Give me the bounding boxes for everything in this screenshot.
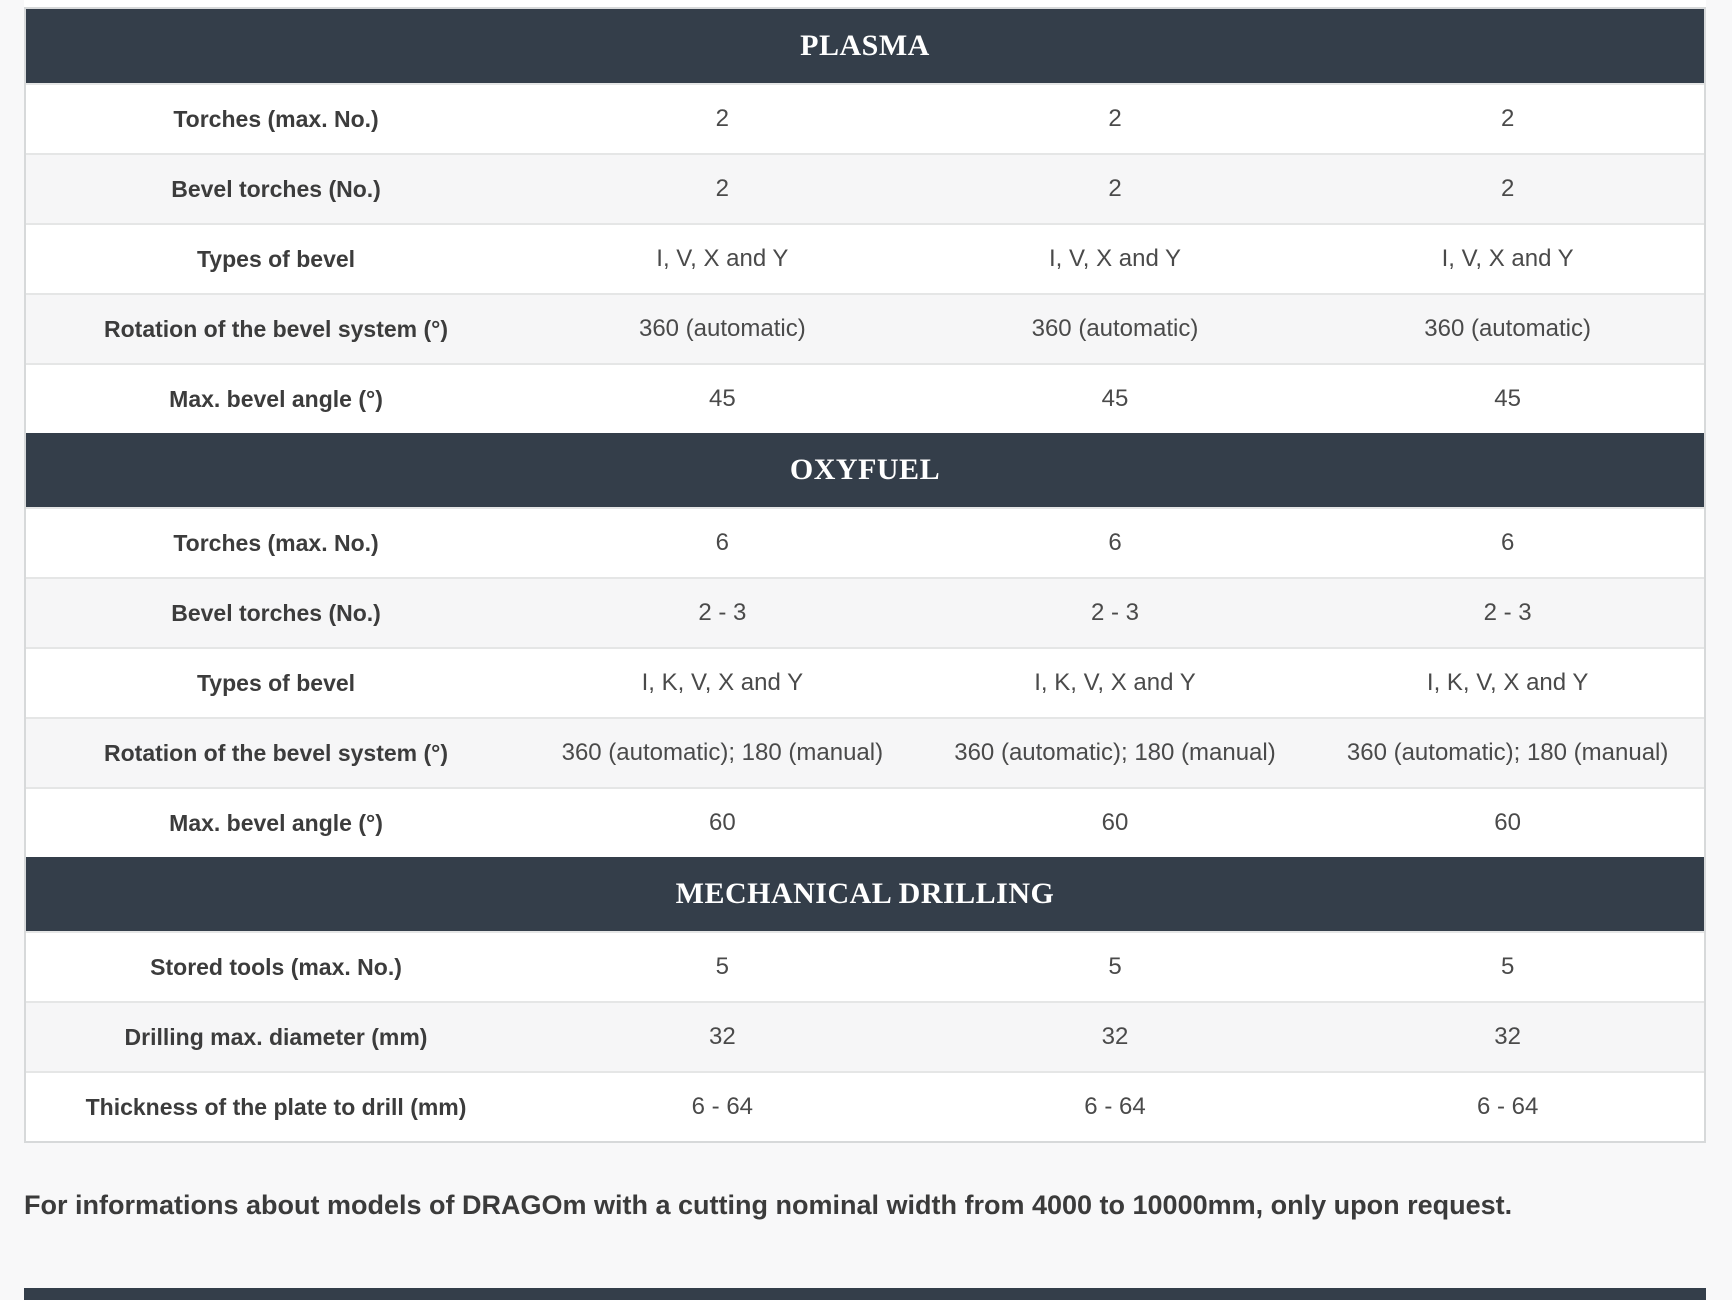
row-label: Max. bevel angle (°) xyxy=(169,809,383,836)
row-label: Bevel torches (No.) xyxy=(171,599,381,626)
row-value: 2 xyxy=(1500,105,1515,132)
row-value: 45 xyxy=(1101,385,1129,412)
table-row xyxy=(26,223,1704,293)
specifications-table xyxy=(24,7,1706,1143)
row-label: Max. bevel angle (°) xyxy=(169,385,383,412)
row-value: 60 xyxy=(1494,809,1521,836)
row-label: Types of bevel xyxy=(196,669,356,696)
row-value: 2 - 3 xyxy=(698,599,747,626)
row-value: 2 xyxy=(1108,175,1122,202)
section-header-oxyfuel: OXYFUEL xyxy=(26,433,1704,507)
section-oxyfuel xyxy=(26,433,1704,857)
table-row xyxy=(26,647,1704,717)
row-value: I, K, V, X and Y xyxy=(641,669,804,696)
table-row xyxy=(26,153,1704,223)
table-row xyxy=(26,931,1704,1001)
table-row xyxy=(26,787,1704,857)
row-value: 360 (automatic) xyxy=(1424,315,1591,342)
row-label: Rotation of the bevel system (°) xyxy=(104,739,449,766)
bottom-divider-bar xyxy=(24,1288,1706,1300)
row-value: 2 xyxy=(1108,105,1122,132)
row-value: I, K, V, X and Y xyxy=(1034,669,1196,696)
row-value: 2 xyxy=(1500,175,1515,202)
row-value: I, V, X and Y xyxy=(1048,245,1182,272)
row-value: 2 - 3 xyxy=(1090,599,1139,626)
row-value: 2 xyxy=(715,175,730,202)
section-header-mechanical-drilling: MECHANICAL DRILLING xyxy=(26,857,1704,931)
table-row xyxy=(26,1071,1704,1141)
section-rows xyxy=(26,83,1704,433)
top-spacer xyxy=(24,0,1706,7)
row-value: 5 xyxy=(1108,953,1122,980)
row-value: 360 (automatic) xyxy=(1031,315,1199,342)
row-label: Torches (max. No.) xyxy=(173,529,379,556)
row-value: 6 - 64 xyxy=(1476,1093,1539,1120)
section-rows xyxy=(26,507,1704,857)
section-mechanical-drilling xyxy=(26,857,1704,1141)
row-value: 6 xyxy=(1108,529,1122,556)
row-value: 6 xyxy=(715,529,730,556)
row-label: Rotation of the bevel system (°) xyxy=(104,315,449,342)
row-value: 6 - 64 xyxy=(691,1093,754,1120)
row-value: 45 xyxy=(1494,385,1521,412)
row-label: Drilling max. diameter (mm) xyxy=(124,1023,428,1050)
row-value: 2 - 3 xyxy=(1483,599,1532,626)
row-value: 32 xyxy=(1494,1023,1521,1050)
request-info-note: For informations about models of DRAGOm with a cutting nominal width from 4000 to 10000mm, only upon request. xyxy=(24,1190,1513,1220)
row-value: I, V, X and Y xyxy=(1441,245,1574,272)
table-row xyxy=(26,1001,1704,1071)
row-value: I, K, V, X and Y xyxy=(1426,669,1589,696)
table-row xyxy=(26,83,1704,153)
row-value: 360 (automatic); 180 (manual) xyxy=(1346,739,1669,766)
section-header-plasma: PLASMA xyxy=(26,9,1704,83)
row-value: 360 (automatic); 180 (manual) xyxy=(954,739,1276,766)
row-value: 60 xyxy=(1101,809,1129,836)
row-value: 45 xyxy=(709,385,736,412)
row-value: 2 xyxy=(715,105,730,132)
table-row xyxy=(26,507,1704,577)
section-rows xyxy=(26,931,1704,1141)
row-label: Bevel torches (No.) xyxy=(171,175,381,202)
row-value: 6 - 64 xyxy=(1084,1093,1146,1120)
row-label: Types of bevel xyxy=(196,245,356,272)
row-label: Stored tools (max. No.) xyxy=(150,953,402,980)
table-row xyxy=(26,363,1704,433)
row-value: 6 xyxy=(1500,529,1515,556)
row-label: Torches (max. No.) xyxy=(173,105,379,132)
section-plasma xyxy=(26,9,1704,433)
row-label: Thickness of the plate to drill (mm) xyxy=(85,1093,467,1120)
row-value: 360 (automatic) xyxy=(638,315,806,342)
row-value: 32 xyxy=(709,1023,736,1050)
table-row xyxy=(26,717,1704,787)
table-row xyxy=(26,577,1704,647)
table-row xyxy=(26,293,1704,363)
row-value: 32 xyxy=(1101,1023,1129,1050)
row-value: 5 xyxy=(1500,953,1515,980)
row-value: 5 xyxy=(715,953,730,980)
page-content xyxy=(24,0,1706,1300)
row-value: 60 xyxy=(709,809,736,836)
row-value: 360 (automatic); 180 (manual) xyxy=(561,739,884,766)
row-value: I, V, X and Y xyxy=(656,245,789,272)
